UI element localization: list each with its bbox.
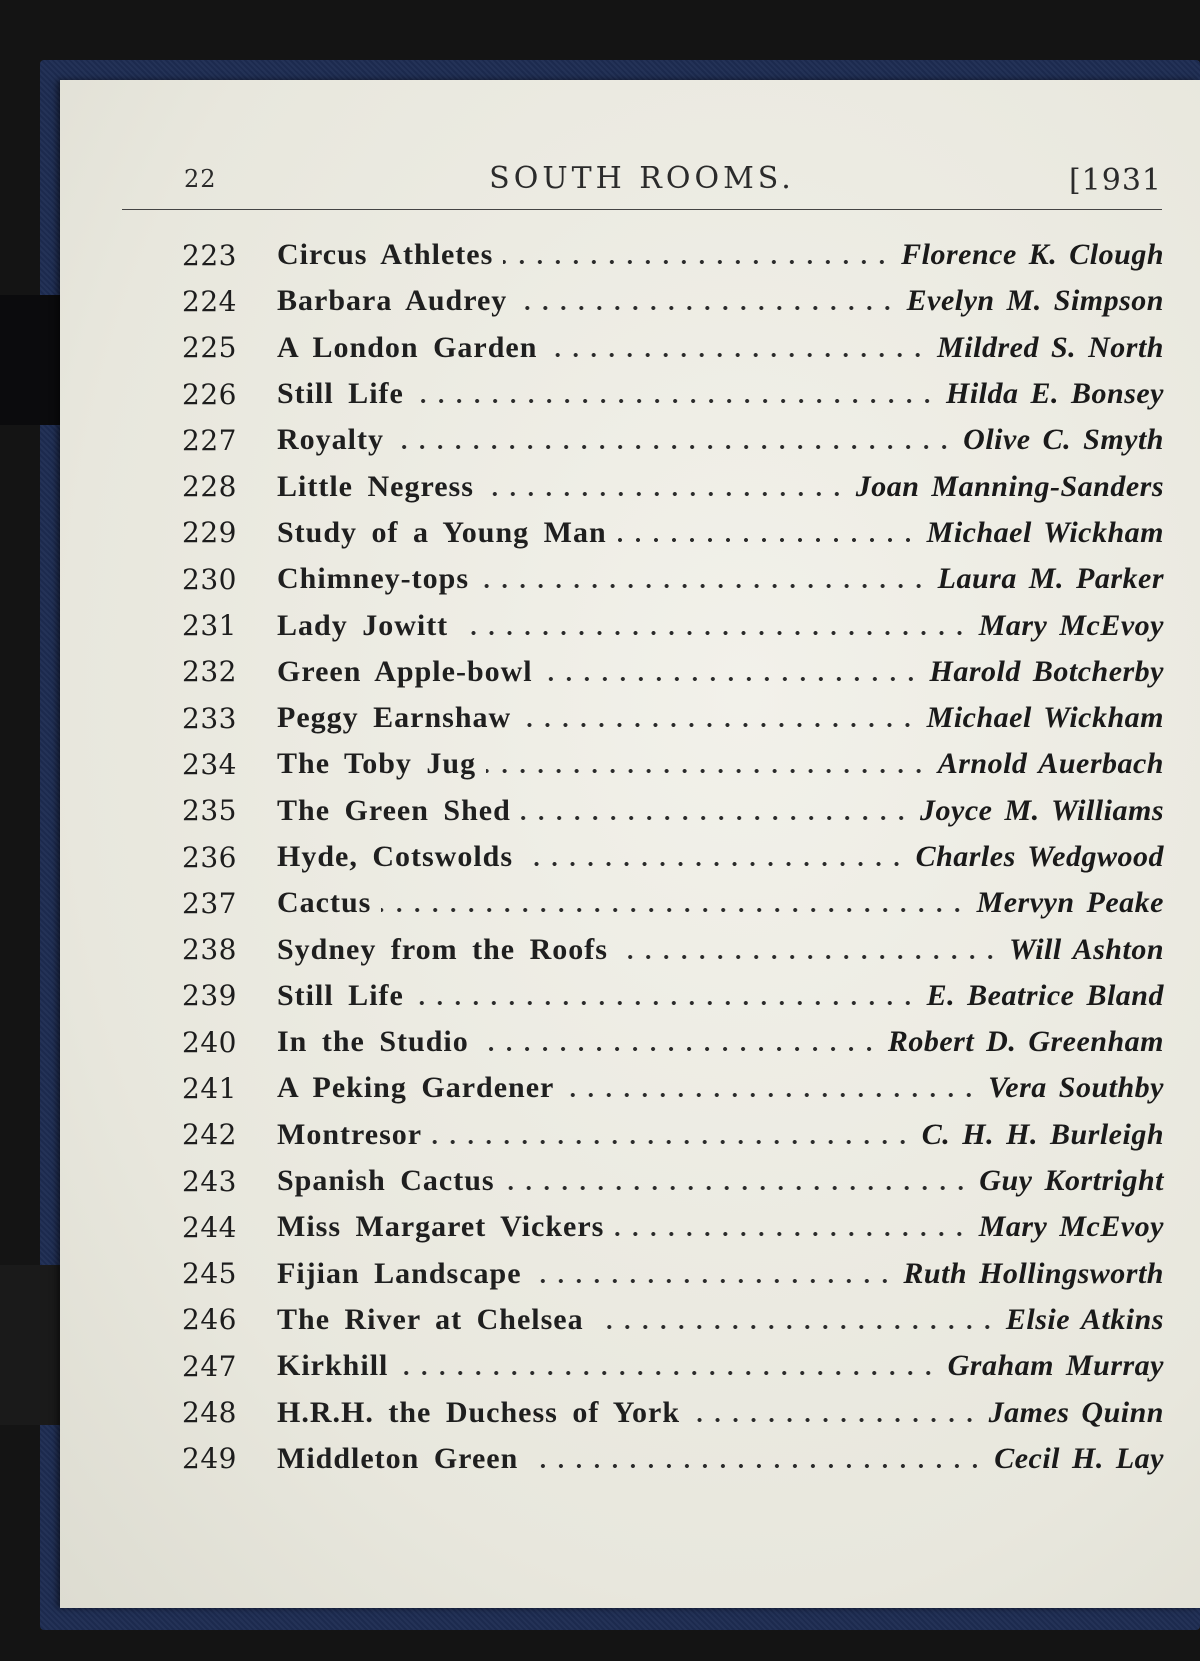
- dot-leader: [543, 675, 920, 683]
- catalogue-entry: [182, 463, 1164, 509]
- entry-title: Chimney-tops: [277, 562, 470, 596]
- dot-leader: [479, 582, 928, 590]
- entry-title: Montresor: [277, 1117, 423, 1151]
- catalogue-entry: [182, 1251, 1164, 1297]
- catalogue-entry: [182, 232, 1164, 278]
- entry-number: 232: [182, 655, 237, 689]
- dot-leader: [484, 490, 846, 498]
- catalogue-entry: [182, 417, 1164, 463]
- entry-artist: Vera Southby: [988, 1071, 1164, 1105]
- dot-leader: [414, 999, 917, 1007]
- entry-artist: Cecil H. Lay: [994, 1441, 1164, 1475]
- entry-title: Miss Margaret Vickers: [277, 1210, 605, 1244]
- entry-number: 240: [182, 1025, 237, 1059]
- entry-number: 243: [182, 1164, 237, 1198]
- entry-artist: Charles Wedgwood: [915, 840, 1164, 873]
- dot-leader: [486, 767, 928, 775]
- entry-title: Fijian Landscape: [277, 1256, 522, 1290]
- dot-leader: [432, 1138, 912, 1146]
- dot-leader: [594, 1323, 996, 1331]
- entry-artist: Will Ashton: [1009, 932, 1164, 966]
- entry-title: H.R.H. the Duchess of York: [277, 1395, 681, 1429]
- entry-artist: Mildred S. North: [937, 330, 1164, 364]
- entry-title: Still Life: [277, 377, 404, 411]
- dot-leader: [618, 953, 999, 961]
- entry-artist: E. Beatrice Bland: [926, 978, 1164, 1012]
- entry-artist: Hilda E. Bonsey: [945, 377, 1164, 411]
- entry-number: 223: [182, 238, 237, 272]
- catalogue-entry: [182, 510, 1164, 556]
- entry-number: 248: [182, 1396, 237, 1430]
- catalogue-entry: [182, 1343, 1164, 1389]
- dot-leader: [564, 1091, 978, 1099]
- entry-number: 239: [182, 979, 237, 1013]
- entry-artist: James Quinn: [988, 1395, 1164, 1429]
- entry-artist: Joyce M. Williams: [920, 793, 1164, 827]
- entry-number: 246: [182, 1303, 237, 1337]
- entry-title: Study of a Young Man: [277, 515, 607, 549]
- entry-number: 227: [182, 423, 237, 457]
- dot-leader: [690, 1416, 979, 1424]
- entry-number: 245: [182, 1257, 237, 1291]
- year-label: [1931: [1068, 163, 1162, 198]
- entry-artist: Mary McEvoy: [978, 608, 1164, 642]
- entry-title: Hyde, Cotswolds: [277, 840, 514, 873]
- entry-number: 228: [182, 470, 237, 504]
- entry-title: Middleton Green: [277, 1441, 519, 1475]
- entry-title: The River at Chelsea: [277, 1302, 584, 1336]
- entry-number: 231: [182, 609, 237, 643]
- page-header: [122, 161, 1162, 210]
- entry-artist: Arnold Auerbach: [937, 747, 1164, 781]
- catalogue-entry: [182, 788, 1164, 834]
- catalogue-entry: [182, 1065, 1164, 1111]
- page-number: 22: [184, 165, 217, 193]
- entry-artist: Robert D. Greenham: [887, 1025, 1164, 1059]
- dot-leader: [614, 1230, 968, 1238]
- catalogue-entry: [182, 556, 1164, 602]
- dot-leader: [517, 304, 896, 312]
- catalogue-entry: [182, 880, 1164, 926]
- entry-number: 247: [182, 1349, 237, 1383]
- entry-number: 235: [182, 794, 237, 828]
- entry-title: In the Studio: [277, 1025, 469, 1059]
- catalogue-entry: [182, 695, 1164, 741]
- catalogue-entry: [182, 325, 1164, 371]
- entry-title: Lady Jowitt: [277, 608, 449, 642]
- dot-leader: [394, 443, 953, 451]
- entry-number: 241: [182, 1071, 237, 1105]
- catalogue-entry: [182, 741, 1164, 787]
- dot-leader: [521, 721, 916, 729]
- dot-leader: [523, 860, 906, 868]
- entry-artist: Elsie Atkins: [1005, 1302, 1164, 1336]
- dot-leader: [381, 906, 966, 914]
- entry-artist: Michael Wickham: [926, 701, 1164, 735]
- catalogue-entry: [182, 602, 1164, 648]
- entry-artist: Laura M. Parker: [937, 562, 1164, 596]
- catalogue-entry: [182, 1204, 1164, 1250]
- entry-title: A London Garden: [277, 330, 538, 364]
- catalogue-entry: [182, 1158, 1164, 1204]
- entry-title: Spanish Cactus: [277, 1164, 495, 1198]
- catalogue-entry: [182, 1297, 1164, 1343]
- entry-title: The Green Shed: [277, 793, 511, 827]
- entry-number: 242: [182, 1118, 237, 1152]
- entry-artist: C. H. H. Burleigh: [921, 1117, 1164, 1151]
- entry-artist: Guy Kortright: [979, 1164, 1164, 1198]
- entry-artist: Olive C. Smyth: [963, 423, 1164, 457]
- dot-leader: [414, 397, 936, 405]
- catalogue-entry: [182, 926, 1164, 972]
- catalogue-entry: [182, 1389, 1164, 1435]
- entry-artist: Michael Wickham: [926, 515, 1164, 549]
- catalogue-entry: [182, 973, 1164, 1019]
- running-head: SOUTH ROOMS.: [489, 161, 795, 196]
- entry-title: Still Life: [277, 978, 404, 1012]
- entry-artist: Evelyn M. Simpson: [906, 284, 1164, 318]
- entry-number: 238: [182, 933, 237, 967]
- entry-number: 233: [182, 701, 237, 735]
- entry-artist: Joan Manning-Sanders: [855, 469, 1164, 503]
- catalogue-entry: [182, 1436, 1164, 1482]
- dot-leader: [617, 536, 917, 544]
- entry-title: Sydney from the Roofs: [277, 932, 608, 966]
- catalogue-entry: [182, 278, 1164, 324]
- entry-number: 226: [182, 377, 237, 411]
- dot-leader: [479, 1045, 878, 1053]
- catalogue-entry: [182, 371, 1164, 417]
- dot-leader: [458, 629, 969, 637]
- entry-title: Peggy Earnshaw: [277, 701, 512, 735]
- dot-leader: [521, 814, 910, 822]
- catalogue-entries: [182, 232, 1164, 1482]
- entry-artist: Mary McEvoy: [978, 1210, 1164, 1244]
- entry-title: The Toby Jug: [277, 747, 477, 781]
- entry-number: 234: [182, 747, 237, 781]
- entry-artist: Harold Botcherby: [929, 654, 1164, 688]
- entry-number: 224: [182, 284, 237, 318]
- dot-leader: [547, 351, 927, 359]
- dot-leader: [528, 1462, 984, 1470]
- dot-leader: [505, 1184, 970, 1192]
- entry-title: Green Apple-bowl: [277, 654, 533, 688]
- entry-artist: Ruth Hollingsworth: [903, 1256, 1164, 1290]
- entry-title: Little Negress: [277, 469, 474, 503]
- catalogue-entry: [182, 649, 1164, 695]
- entry-number: 230: [182, 562, 237, 596]
- entry-artist: Mervyn Peake: [976, 886, 1164, 920]
- dot-leader: [398, 1369, 937, 1377]
- catalogue-entry: [182, 1019, 1164, 1065]
- entry-title: Kirkhill: [277, 1349, 389, 1383]
- entry-artist: Florence K. Clough: [901, 238, 1164, 272]
- dot-leader: [503, 258, 891, 266]
- dot-leader: [532, 1277, 894, 1285]
- entry-number: 244: [182, 1210, 237, 1244]
- entry-title: Barbara Audrey: [277, 284, 508, 318]
- entry-number: 229: [182, 516, 237, 550]
- entry-number: 237: [182, 886, 237, 920]
- entry-artist: Graham Murray: [947, 1349, 1164, 1383]
- entry-number: 236: [182, 840, 237, 874]
- entry-title: Cactus: [277, 886, 372, 920]
- catalogue-entry: [182, 834, 1164, 880]
- entry-title: Circus Athletes: [277, 238, 494, 272]
- entry-title: A Peking Gardener: [277, 1071, 555, 1105]
- entry-title: Royalty: [277, 423, 384, 457]
- catalogue-entry: [182, 1112, 1164, 1158]
- entry-number: 249: [182, 1442, 237, 1476]
- entry-number: 225: [182, 331, 237, 365]
